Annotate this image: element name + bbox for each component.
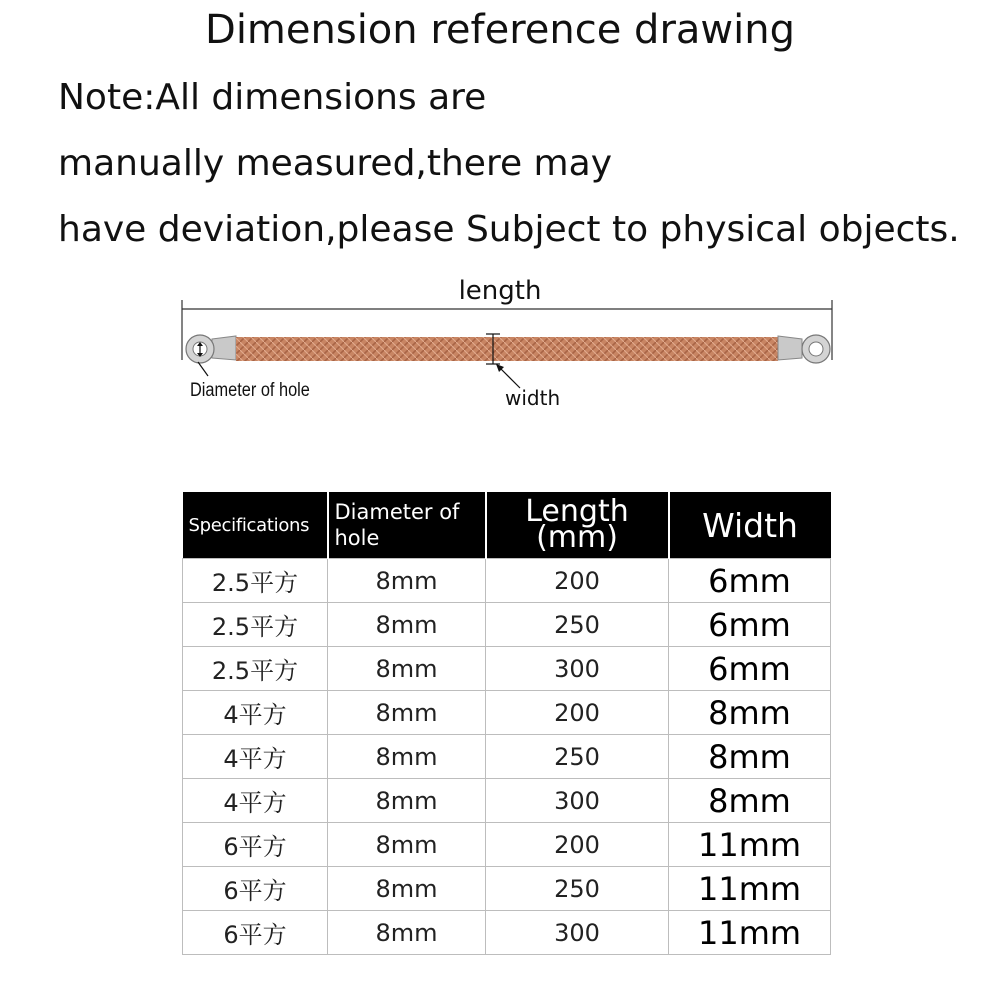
hole-diameter-cell: 8mm [328, 603, 486, 647]
length-cell: 200 [486, 823, 669, 867]
spec-cell: 6平方 [183, 867, 328, 911]
hole-diameter-label: Diameter of hole [190, 380, 310, 401]
width-cell: 11mm [669, 867, 831, 911]
page-title: Dimension reference drawing [205, 7, 795, 53]
header-specifications: Specifications [183, 492, 328, 559]
header-width: Width [669, 492, 831, 559]
table-row [183, 647, 831, 691]
table-row [183, 911, 831, 955]
width-label: width [505, 386, 561, 410]
width-cell: 8mm [669, 735, 831, 779]
hole-diameter-cell: 8mm [328, 691, 486, 735]
spec-cell: 4平方 [183, 735, 328, 779]
length-cell: 200 [486, 559, 669, 603]
length-cell: 300 [486, 779, 669, 823]
specification-table [182, 492, 831, 955]
left-ring-terminal [186, 335, 236, 363]
table-row [183, 867, 831, 911]
table-header-row [183, 492, 831, 559]
hole-diameter-cell: 8mm [328, 559, 486, 603]
length-cell: 250 [486, 735, 669, 779]
hole-diameter-cell: 8mm [328, 911, 486, 955]
table-row [183, 735, 831, 779]
hole-diameter-cell: 8mm [328, 779, 486, 823]
hole-diameter-cell: 8mm [328, 867, 486, 911]
note-line-3: have deviation,please Subject to physical objects. [58, 209, 960, 250]
hole-diameter-cell: 8mm [328, 647, 486, 691]
width-cell: 6mm [669, 603, 831, 647]
length-cell: 250 [486, 603, 669, 647]
table-body [183, 559, 831, 955]
table-row [183, 823, 831, 867]
table-row [183, 559, 831, 603]
copper-braid [236, 337, 778, 361]
spec-cell: 6平方 [183, 911, 328, 955]
right-ring-terminal [778, 335, 830, 363]
spec-cell: 4平方 [183, 779, 328, 823]
length-cell: 250 [486, 867, 669, 911]
spec-cell: 2.5平方 [183, 603, 328, 647]
width-cell: 6mm [669, 559, 831, 603]
header-length [486, 492, 669, 559]
note-line-1: Note:All dimensions are [58, 77, 487, 118]
width-cell: 11mm [669, 911, 831, 955]
width-cell: 11mm [669, 823, 831, 867]
table-row [183, 603, 831, 647]
width-cell: 6mm [669, 647, 831, 691]
table-row [183, 691, 831, 735]
spec-cell: 6平方 [183, 823, 328, 867]
hole-diameter-cell: 8mm [328, 823, 486, 867]
length-cell: 300 [486, 647, 669, 691]
spec-cell: 2.5平方 [183, 559, 328, 603]
dimension-diagram [0, 270, 1000, 420]
note-line-2: manually measured,there may [58, 143, 612, 184]
length-cell: 200 [486, 691, 669, 735]
header-diameter-of-hole: Diameter of hole [328, 492, 486, 559]
table-row [183, 779, 831, 823]
hole-diameter-cell: 8mm [328, 735, 486, 779]
spec-cell: 4平方 [183, 691, 328, 735]
width-cell: 8mm [669, 691, 831, 735]
length-label: length [458, 276, 542, 306]
width-cell: 8mm [669, 779, 831, 823]
header-length-text: Length (mm) [525, 494, 629, 555]
spec-cell: 2.5平方 [183, 647, 328, 691]
length-cell: 300 [486, 911, 669, 955]
